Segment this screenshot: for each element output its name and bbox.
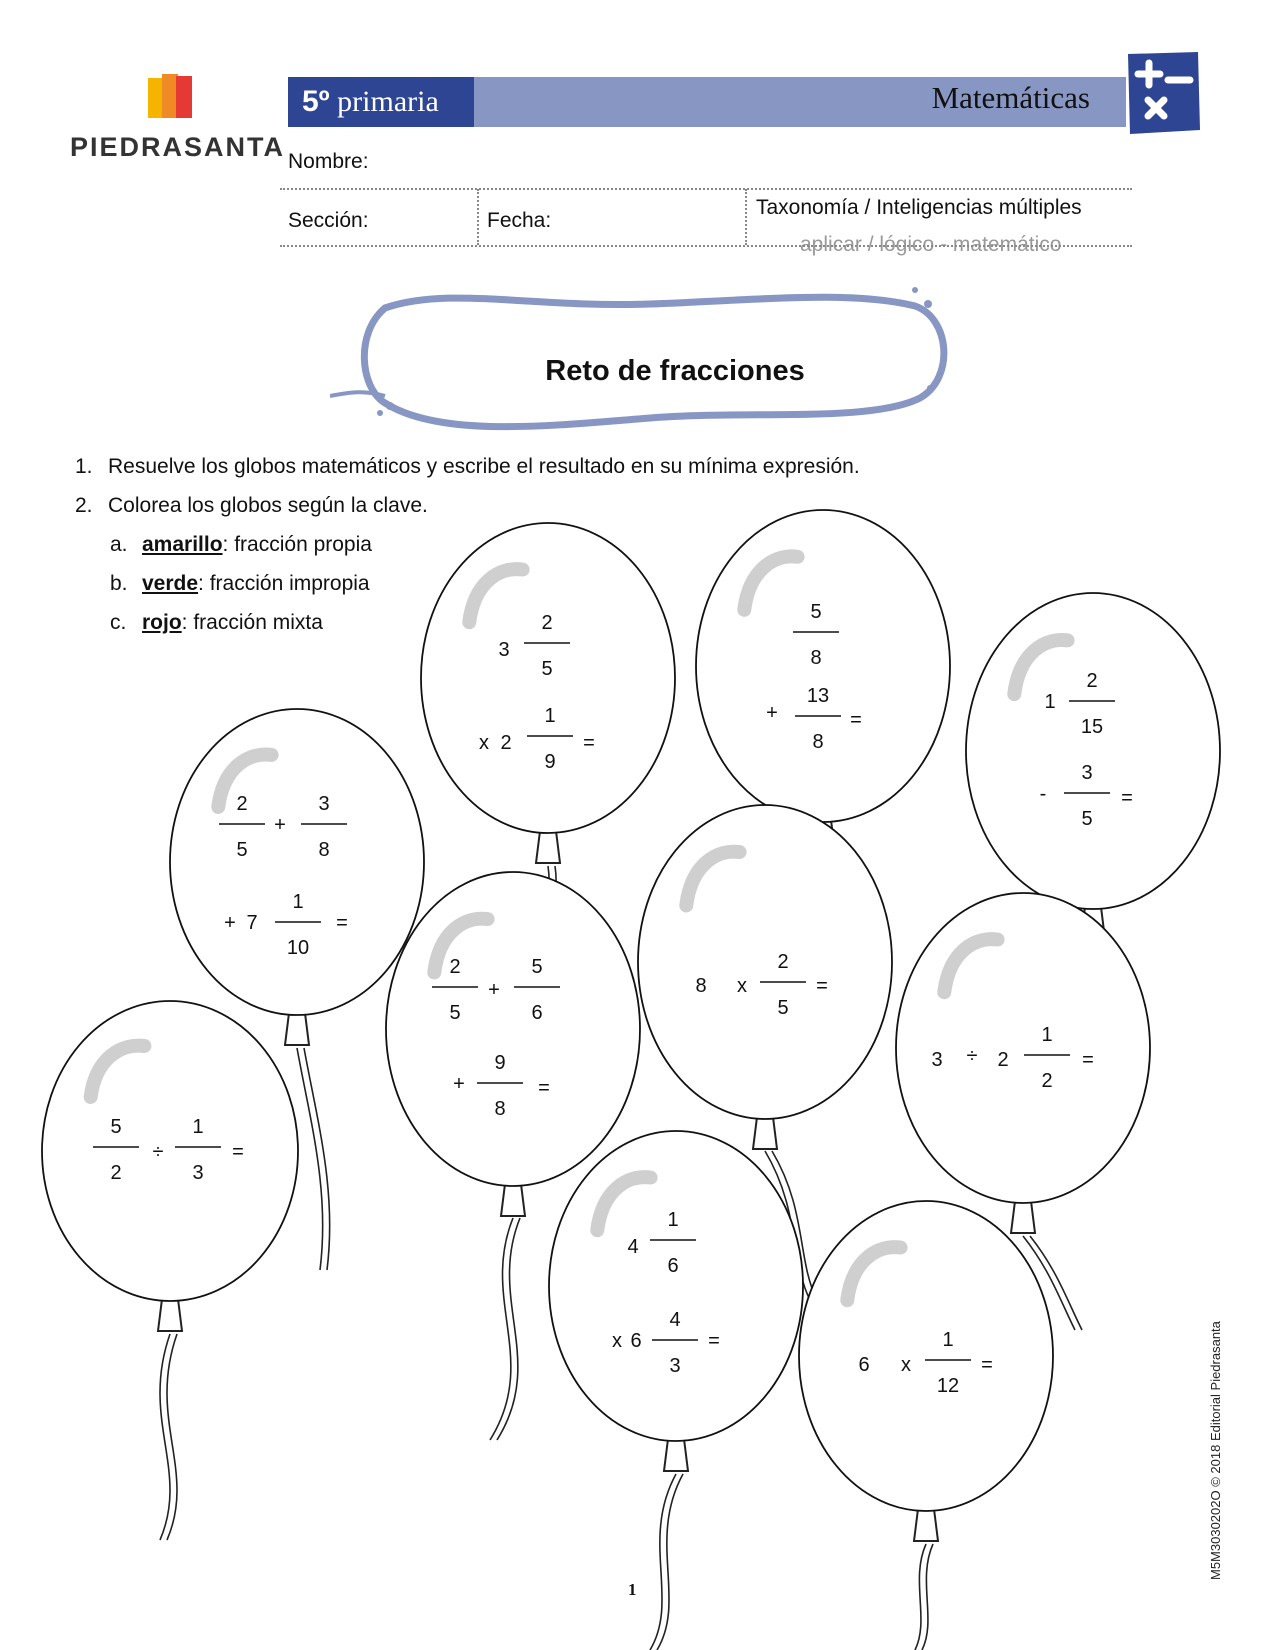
fraction-numerator: 5 [531, 956, 543, 978]
key-a-meaning: : fracción propia [222, 533, 372, 556]
fraction-numerator: 1 [292, 891, 304, 913]
expression-token: = [708, 1330, 720, 1352]
math-balloon[interactable] [799, 1201, 1053, 1650]
fraction-denominator: 3 [192, 1162, 204, 1184]
fraction-numerator: 1 [942, 1329, 954, 1351]
expression-token: x [612, 1330, 622, 1352]
fraction-denominator: 8 [494, 1098, 506, 1120]
key-b-letter: b. [110, 572, 128, 595]
key-b-meaning: : fracción impropia [198, 572, 370, 595]
subject-title: Matemáticas [931, 80, 1090, 115]
expression-token: = [981, 1354, 993, 1376]
fraction-numerator: 9 [494, 1052, 506, 1074]
math-balloon[interactable] [42, 1001, 298, 1540]
publisher-logo: PIEDRASANTA [70, 132, 286, 162]
expression-token: + [274, 814, 286, 836]
expression-token: 8 [695, 975, 707, 997]
key-a-color: amarillo [142, 533, 223, 556]
fraction-numerator: 4 [669, 1309, 681, 1331]
expression-token: 7 [246, 912, 258, 934]
balloon-knot [753, 1117, 777, 1149]
expression-token: 4 [627, 1236, 639, 1258]
balloon-knot [536, 831, 560, 863]
balloon-knot [285, 1013, 309, 1045]
fraction-numerator: 1 [544, 705, 556, 727]
taxonomy-label: Taxonomía / Inteligencias múltiples [756, 196, 1082, 219]
expression-token: 2 [997, 1049, 1009, 1071]
expression-token: 1 [1044, 691, 1056, 713]
expression-token: + [766, 702, 778, 724]
balloon-body[interactable] [638, 805, 892, 1119]
fraction-numerator: 5 [810, 601, 822, 623]
balloon-body[interactable] [896, 893, 1150, 1203]
balloon-body[interactable] [42, 1001, 298, 1301]
fraction-numerator: 2 [449, 956, 461, 978]
instruction-2-number: 2. [75, 494, 93, 517]
balloon-string [915, 1544, 926, 1650]
balloon-string [922, 1544, 933, 1650]
balloon-knot [664, 1439, 688, 1471]
balloon-body[interactable] [386, 872, 640, 1186]
fraction-denominator: 8 [812, 731, 824, 753]
balloon-body[interactable] [696, 510, 950, 822]
balloon-knot [914, 1509, 938, 1541]
key-c-letter: c. [110, 611, 127, 634]
fraction-denominator: 2 [110, 1162, 122, 1184]
expression-token: = [232, 1141, 244, 1163]
expression-token: ÷ [966, 1045, 978, 1067]
fraction-numerator: 2 [777, 951, 789, 973]
expression-token: 3 [931, 1049, 943, 1071]
key-b-color: verde [142, 572, 199, 595]
fraction-denominator: 5 [777, 997, 789, 1019]
expression-token: = [336, 912, 348, 934]
balloon-body[interactable] [799, 1201, 1053, 1511]
fraction-denominator: 5 [541, 658, 553, 680]
balloon-body[interactable] [170, 709, 424, 1015]
fraction-denominator: 15 [1080, 716, 1104, 738]
expression-token: 6 [858, 1354, 870, 1376]
fraction-denominator: 12 [936, 1375, 960, 1397]
balloon-body[interactable] [966, 593, 1220, 909]
fraction-numerator: 13 [806, 685, 830, 707]
fraction-denominator: 6 [531, 1002, 543, 1024]
fraction-denominator: 6 [667, 1255, 679, 1277]
fraction-numerator: 2 [236, 793, 248, 815]
expression-token: ÷ [152, 1141, 164, 1163]
name-label: Nombre: [288, 150, 369, 173]
grade-label: primaria [337, 85, 439, 118]
balloon-knot [1011, 1201, 1035, 1233]
instruction-1: Resuelve los globos matemáticos y escribe el resultado en su mínima expresión. [108, 455, 860, 478]
balloon-knot [158, 1299, 182, 1331]
expression-token: 3 [498, 639, 510, 661]
expression-token: x [901, 1354, 911, 1376]
section-label: Sección: [288, 209, 369, 232]
fraction-denominator: 3 [669, 1355, 681, 1377]
key-c-color: rojo [142, 611, 182, 634]
fraction-numerator: 3 [1081, 762, 1093, 784]
fraction-numerator: 1 [667, 1209, 679, 1231]
copyright-note: M5M3030202O © 2018 Editorial Piedrasanta [1208, 1321, 1223, 1580]
balloon-string [490, 1218, 513, 1440]
expression-token: = [1121, 787, 1133, 809]
fraction-denominator: 5 [236, 839, 248, 861]
fraction-numerator: 2 [1086, 670, 1098, 692]
expression-token: + [488, 979, 500, 1001]
fraction-denominator: 8 [810, 647, 822, 669]
fraction-denominator: 5 [449, 1002, 461, 1024]
fraction-numerator: 2 [541, 612, 553, 634]
fraction-numerator: 5 [110, 1116, 122, 1138]
grade-number: 5º [302, 85, 330, 118]
expression-token: 2 [500, 732, 512, 754]
expression-token: 6 [630, 1330, 642, 1352]
expression-token: x [479, 732, 489, 754]
fraction-denominator: 2 [1041, 1070, 1053, 1092]
balloon-body[interactable] [549, 1131, 803, 1441]
fraction-denominator: 10 [286, 937, 310, 959]
math-balloon[interactable] [549, 1131, 803, 1650]
expression-token: x [737, 975, 747, 997]
fraction-denominator: 5 [1081, 808, 1093, 830]
expression-token: + [453, 1073, 465, 1095]
expression-token: = [583, 732, 595, 754]
expression-token: + [224, 912, 236, 934]
instruction-1-number: 1. [75, 455, 93, 478]
balloon-knot [501, 1184, 525, 1216]
fraction-numerator: 1 [1041, 1024, 1053, 1046]
expression-token: = [1082, 1049, 1094, 1071]
taxonomy-value: aplicar / lógico - matemático [800, 233, 1062, 256]
date-label: Fecha: [487, 209, 552, 232]
worksheet-title: Reto de fracciones [545, 355, 805, 387]
expression-token: - [1039, 783, 1047, 805]
key-a-letter: a. [110, 533, 128, 556]
expression-token: = [816, 975, 828, 997]
page-number: 1 [628, 1580, 637, 1599]
instruction-2: Colorea los globos según la clave. [108, 494, 428, 517]
fraction-denominator: 8 [318, 839, 330, 861]
fraction-numerator: 1 [192, 1116, 204, 1138]
expression-token: = [850, 709, 862, 731]
fraction-numerator: 3 [318, 793, 330, 815]
expression-token: = [538, 1077, 550, 1099]
key-c-meaning: : fracción mixta [181, 611, 323, 634]
fraction-denominator: 9 [544, 751, 556, 773]
